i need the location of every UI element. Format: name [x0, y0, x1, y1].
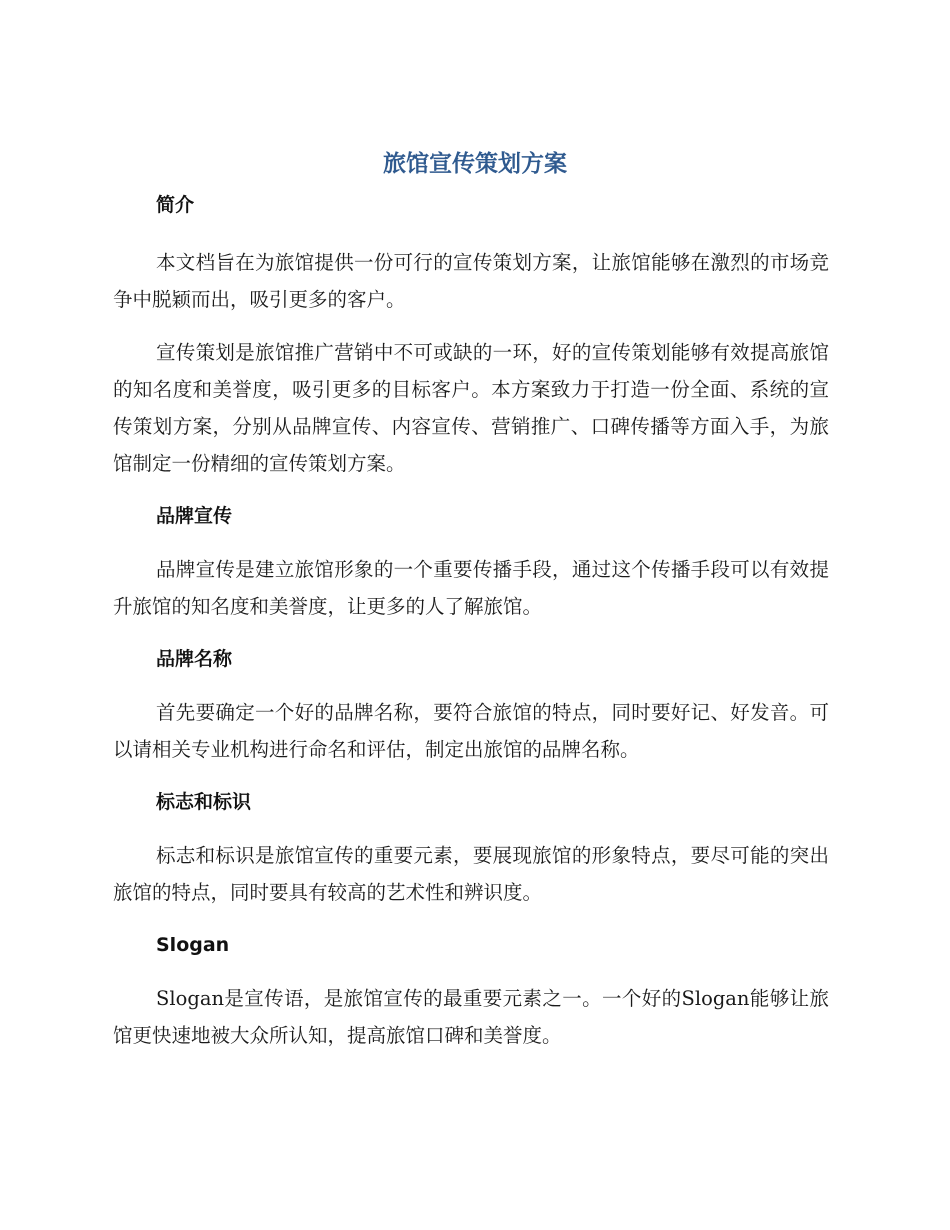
section-heading-slogan: Slogan — [156, 934, 230, 956]
document-body — [113, 186, 829, 1054]
paragraph-intro-2: 宣传策划是旅馆推广营销中不可或缺的一环，好的宣传策划能够有效提高旅馆的知名度和美誉度，吸引更多的目标客户。本方案致力于打造一份全面、系统的宣传策划方案，分别从品牌宣传、内容宣传、营销推广、口碑传播等方面入手，为旅馆制定一份精细的宣传策划方案。 — [113, 341, 829, 475]
section-heading-intro: 简介 — [156, 194, 195, 216]
paragraph-intro-1: 本文档旨在为旅馆提供一份可行的宣传策划方案，让旅馆能够在激烈的市场竞争中脱颖而出，吸引更多的客户。 — [113, 251, 829, 311]
section-heading-brand-name: 品牌名称 — [156, 648, 233, 670]
section-heading-brand-promotion: 品牌宣传 — [156, 505, 233, 527]
paragraph-brand-name: 首先要确定一个好的品牌名称，要符合旅馆的特点，同时要好记、好发音。可以请相关专业机构进行命名和评估，制定出旅馆的品牌名称。 — [113, 701, 829, 761]
section-heading-logo: 标志和标识 — [156, 791, 252, 813]
document-title: 旅馆宣传策划方案 — [383, 151, 567, 177]
paragraph-slogan: Slogan是宣传语，是旅馆宣传的最重要元素之一。一个好的Slogan能够让旅馆更快速地被大众所认知，提高旅馆口碑和美誉度。 — [113, 987, 829, 1047]
paragraph-brand-promotion: 品牌宣传是建立旅馆形象的一个重要传播手段，通过这个传播手段可以有效提升旅馆的知名度和美誉度，让更多的人了解旅馆。 — [113, 558, 829, 618]
paragraph-logo: 标志和标识是旅馆宣传的重要元素，要展现旅馆的形象特点，要尽可能的突出旅馆的特点，同时要具有较高的艺术性和辨识度。 — [113, 844, 829, 904]
